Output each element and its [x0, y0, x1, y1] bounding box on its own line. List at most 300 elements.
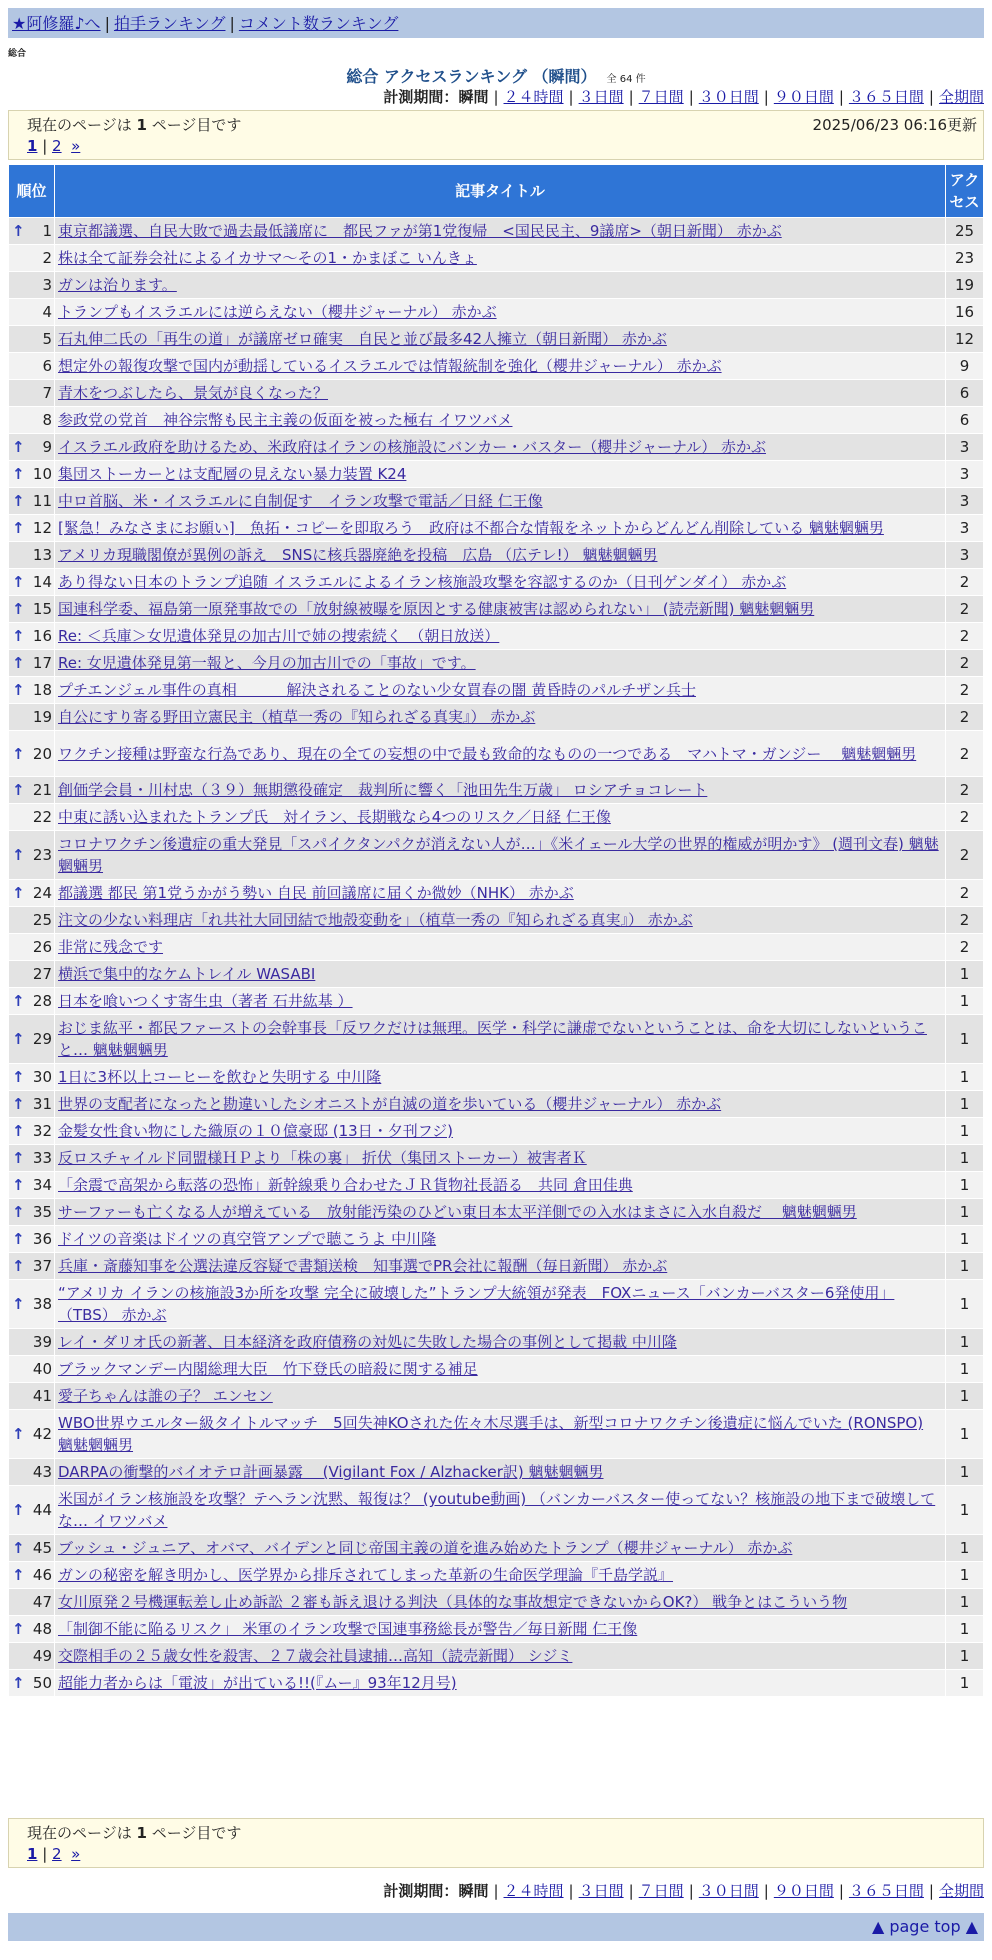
title-cell	[55, 1118, 946, 1145]
title-cell	[55, 245, 946, 272]
arrow-up-icon: ↑	[12, 222, 25, 240]
title-cell	[55, 218, 946, 245]
rank-cell	[9, 1643, 55, 1670]
access-count: 1	[946, 1280, 984, 1329]
rank-number: 33	[32, 1149, 52, 1167]
rank-cell	[9, 1145, 55, 1172]
access-count: 1	[946, 1091, 984, 1118]
arrow-up-icon: ↑	[12, 1095, 25, 1113]
title-cell	[55, 1410, 946, 1459]
rank-number: 8	[42, 411, 52, 429]
article-link[interactable]: ドイツの音楽はドイツの真空管アンプで聴こうよ 中川隆	[58, 1230, 437, 1248]
rank-cell	[9, 1091, 55, 1118]
arrow-up-icon: ↑	[12, 1620, 25, 1638]
title-cell	[55, 326, 946, 353]
table-row	[9, 988, 984, 1015]
article-link[interactable]: ブッシュ・ジュニア、オバマ、バイデンと同じ帝国主義の道を進み始めたトランプ（櫻井ジャーナル） 赤かぶ	[58, 1539, 793, 1557]
article-link[interactable]: あり得ない日本のトランプ追随 イスラエルによるイラン核施設攻撃を容認するのか（日刊ゲンダイ） 赤かぶ	[58, 573, 787, 591]
period-label: 計測期間：	[383, 88, 459, 106]
table-row	[9, 515, 984, 542]
title-cell	[55, 434, 946, 461]
table-row	[9, 488, 984, 515]
arrow-up-icon: ↑	[12, 1230, 25, 1248]
rank-number: 25	[32, 911, 52, 929]
access-count: 1	[946, 988, 984, 1015]
rank-cell	[9, 434, 55, 461]
rank-cell	[9, 988, 55, 1015]
article-link[interactable]: 愛子ちゃんは誰の子？ エンセン	[58, 1387, 273, 1405]
period-selector-bottom: 計測期間：瞬間 | ２４時間 | ３日間 | ７日間 | ３０日間 | ９０日間 | ３６５日間 | 全期間	[383, 1882, 984, 1900]
article-link[interactable]: 参政党の党首 神谷宗幣も民主主義の仮面を被った極右 イワツバメ	[58, 411, 513, 429]
article-link[interactable]: 反ロスチャイルド同盟様ＨＰより「株の裏」 折伏（集団ストーカー）被害者Ｋ	[58, 1149, 587, 1167]
page-title	[0, 64, 992, 87]
access-count: 1	[946, 1459, 984, 1486]
article-link[interactable]: 超能力者からは「電波」が出ている!!(『ムー』93年12月号)	[58, 1674, 457, 1692]
arrow-up-icon: ↑	[12, 1176, 25, 1194]
arrow-up-icon: ↑	[12, 627, 25, 645]
home-link[interactable]: ★阿修羅♪へ	[12, 14, 101, 33]
rank-number: 38	[32, 1295, 52, 1313]
title-cell	[55, 1616, 946, 1643]
title-cell	[55, 934, 946, 961]
table-row	[9, 272, 984, 299]
table-row	[9, 1459, 984, 1486]
table-row	[9, 1118, 984, 1145]
article-link[interactable]: WBO世界ウエルター級タイトルマッチ 5回失神KOされた佐々木尽選手は、新型コロナワクチン後遺症に悩んでいた (RONSPO) 魑魅魍魎男	[58, 1414, 924, 1454]
table-row	[9, 380, 984, 407]
table-row	[9, 542, 984, 569]
title-cell	[55, 353, 946, 380]
table-row	[9, 704, 984, 731]
rank-cell	[9, 1670, 55, 1697]
rank-cell	[9, 1562, 55, 1589]
rank-cell	[9, 1329, 55, 1356]
access-count: 9	[946, 353, 984, 380]
rank-number: 10	[32, 465, 52, 483]
access-count: 1	[946, 1226, 984, 1253]
access-count: 6	[946, 407, 984, 434]
article-link[interactable]: 石丸伸二氏の「再生の道」が議席ゼロ確実 自民と並び最多42人擁立（朝日新聞） 赤かぶ	[58, 330, 667, 348]
access-count: 1	[946, 1535, 984, 1562]
rank-number: 47	[32, 1593, 52, 1611]
title-cell	[55, 777, 946, 804]
article-link[interactable]: ガンは治ります。	[58, 276, 177, 294]
access-count: 1	[946, 1410, 984, 1459]
rank-number: 4	[42, 303, 52, 321]
table-row	[9, 569, 984, 596]
access-count: 6	[946, 380, 984, 407]
rank-number: 26	[32, 938, 52, 956]
table-row	[9, 1253, 984, 1280]
article-link[interactable]: 横浜で集中的なケムトレイル WASABI	[58, 965, 316, 983]
rank-number: 18	[32, 681, 52, 699]
rank-cell	[9, 461, 55, 488]
table-row	[9, 245, 984, 272]
rank-number: 30	[32, 1068, 52, 1086]
article-link[interactable]: おじま紘平・都民ファーストの会幹事長「反ワクだけは無理。医学・科学に謙虚でないということは、命を大切にしないということ… 魑魅魍魎男	[58, 1019, 927, 1059]
arrow-up-icon: ↑	[12, 681, 25, 699]
title-cell	[55, 1172, 946, 1199]
period-option[interactable]: ３６５日間	[848, 1882, 924, 1900]
article-link[interactable]: 想定外の報復攻撃で国内が動揺しているイスラエルでは情報統制を強化（櫻井ジャーナル） 赤かぶ	[58, 357, 722, 375]
title-cell	[55, 488, 946, 515]
rank-number: 24	[32, 884, 52, 902]
rank-number: 6	[42, 357, 52, 375]
page-link-1[interactable]: 1	[27, 1845, 38, 1863]
access-count: 1	[946, 1670, 984, 1697]
title-cell	[55, 1145, 946, 1172]
arrow-up-icon: ↑	[12, 744, 25, 763]
period-option[interactable]: ２４時間	[503, 88, 564, 106]
access-count: 2	[946, 596, 984, 623]
period-option[interactable]: ７日間	[638, 88, 684, 106]
rank-number: 1	[42, 222, 52, 240]
table-row	[9, 961, 984, 988]
period-selector-top: 計測期間：瞬間 | ２４時間 | ３日間 | ７日間 | ３０日間 | ９０日間 | ３６５日間 | 全期間	[383, 88, 984, 106]
arrow-up-icon: ↑	[12, 1295, 25, 1313]
article-link[interactable]: Re: ＜兵庫＞女児遺体発見の加古川で姉の捜索続く （朝日放送）	[58, 627, 500, 645]
rank-cell	[9, 1015, 55, 1064]
table-row	[9, 1091, 984, 1118]
rank-cell	[9, 353, 55, 380]
page-link-2[interactable]: 2	[52, 1845, 62, 1863]
access-count: 2	[946, 804, 984, 831]
rank-number: 20	[32, 744, 52, 763]
table-row	[9, 1535, 984, 1562]
table-row	[9, 1616, 984, 1643]
title-cell	[55, 542, 946, 569]
rank-cell	[9, 542, 55, 569]
rank-number: 34	[32, 1176, 52, 1194]
period-option[interactable]: ３日間	[578, 88, 624, 106]
article-link[interactable]: 世界の支配者になったと勘違いしたシオニストが自滅の道を歩いている（櫻井ジャーナル） 赤かぶ	[58, 1095, 722, 1113]
access-count: 2	[946, 650, 984, 677]
rank-cell	[9, 1535, 55, 1562]
page-link-2[interactable]: 2	[52, 137, 62, 155]
arrow-up-icon: ↑	[12, 992, 25, 1010]
title-cell	[55, 907, 946, 934]
arrow-up-icon: ↑	[12, 1203, 25, 1221]
arrow-up-icon: ↑	[12, 1501, 25, 1519]
table-row	[9, 650, 984, 677]
title-cell	[55, 1643, 946, 1670]
access-count: 1	[946, 1199, 984, 1226]
page-links: 1 | 2 »	[27, 137, 81, 155]
article-link[interactable]: [緊急！みなさまにお願い] 魚拓・コピーを即取ろう 政府は不都合な情報をネットからどんどん削除している 魑魅魍魎男	[58, 519, 884, 537]
period-option[interactable]: ７日間	[638, 1882, 684, 1900]
article-link[interactable]: 創価学会員・川村忠（３９）無期懲役確定 裁判所に響く「池田先生万歳」 ロシアチョコレート	[58, 781, 708, 799]
arrow-up-icon: ↑	[12, 884, 25, 902]
article-link[interactable]: 青木をつぶしたら、景気が良くなった？	[58, 384, 329, 402]
rank-cell	[9, 1118, 55, 1145]
article-link[interactable]: プチエンジェル事件の真相 解決されることのない少女買春の闇 黄昏時のパルチザン兵士	[58, 681, 696, 699]
access-count: 16	[946, 299, 984, 326]
access-count: 1	[946, 1616, 984, 1643]
article-link[interactable]: トランプもイスラエルには逆らえない（櫻井ジャーナル） 赤かぶ	[58, 303, 497, 321]
title-cell	[55, 380, 946, 407]
table-row	[9, 804, 984, 831]
article-link[interactable]: アメリカ現職閣僚が異例の訴え SNSに核兵器廃絶を投稿 広島 （広テレ!） 魑魅魍魎男	[58, 546, 658, 564]
table-row	[9, 1643, 984, 1670]
page-top-link[interactable]: ▲ page top ▲	[871, 1917, 978, 1936]
article-link[interactable]: ガンの秘密を解き明かし、医学界から排斥されてしまった革新の生命医学理論『千島学説』	[58, 1566, 674, 1584]
article-link[interactable]: ワクチン接種は野蛮な行為であり、現在の全ての妄想の中で最も致命的なものの一つである マハトマ・ガンジー 魑魅魍魎男	[58, 744, 917, 763]
rank-cell	[9, 804, 55, 831]
article-link[interactable]: Re: 女児遺体発見第一報と、今月の加古川での「事故」です。	[58, 654, 476, 672]
arrow-up-icon: ↑	[12, 1566, 25, 1584]
title-header: 記事タイトル	[55, 165, 946, 218]
article-link[interactable]: 日本を喰いつくす寄生虫（著者 石井紘基 ）	[58, 992, 353, 1010]
table-row	[9, 880, 984, 907]
rank-cell	[9, 961, 55, 988]
rank-cell	[9, 596, 55, 623]
rank-number: 43	[32, 1463, 52, 1481]
rank-number: 42	[32, 1425, 52, 1443]
rank-cell	[9, 831, 55, 880]
section-label: 総合	[8, 49, 27, 59]
title-cell	[55, 704, 946, 731]
access-count: 3	[946, 515, 984, 542]
access-count: 3	[946, 542, 984, 569]
period-option[interactable]: ９０日間	[773, 88, 834, 106]
updated-time: 2025/06/23 06:16更新	[812, 116, 977, 134]
rank-number: 28	[32, 992, 52, 1010]
page-link-1[interactable]: 1	[27, 137, 38, 155]
table-row	[9, 1670, 984, 1697]
title-cell	[55, 1091, 946, 1118]
table-row	[9, 1145, 984, 1172]
clap-ranking-link[interactable]: 拍手ランキング	[113, 14, 226, 33]
access-count: 23	[946, 245, 984, 272]
table-row	[9, 907, 984, 934]
access-count: 3	[946, 488, 984, 515]
title-cell	[55, 1535, 946, 1562]
article-link[interactable]: イスラエル政府を助けるため、米政府はイランの核施設にバンカー・バスター（櫻井ジャーナル） 赤かぶ	[58, 438, 766, 456]
rank-header: 順位	[9, 165, 55, 218]
article-link[interactable]: 注文の少ない料理店「れ共社大同団結で地殻変動を」（植草一秀の『知られざる真実』） 赤かぶ	[58, 911, 693, 929]
rank-cell	[9, 1064, 55, 1091]
rank-number: 19	[32, 708, 52, 726]
article-link[interactable]: ブラックマンデー内閣総理大臣 竹下登氏の暗殺に関する補足	[58, 1360, 478, 1378]
rank-number: 9	[42, 438, 52, 456]
rank-number: 16	[32, 627, 52, 645]
rank-number: 21	[32, 781, 52, 799]
period-option[interactable]: 全期間	[938, 1882, 984, 1900]
title-cell	[55, 1589, 946, 1616]
period-option[interactable]: ９０日間	[773, 1882, 834, 1900]
title-cell	[55, 1329, 946, 1356]
arrow-up-icon: ↑	[12, 1149, 25, 1167]
rank-number: 49	[32, 1647, 52, 1665]
rank-cell	[9, 623, 55, 650]
access-count: 2	[946, 704, 984, 731]
rank-number: 37	[32, 1257, 52, 1275]
access-count: 2	[946, 731, 984, 777]
page-info-bottom: 現在のページは 1 ページ目です	[27, 1824, 242, 1842]
rank-number: 50	[32, 1674, 52, 1692]
title-cell	[55, 1199, 946, 1226]
article-link[interactable]: “アメリカ イランの核施設3か所を攻撃 完全に破壊した”トランプ大統領が発表 FOXニュース「バンカーバスター6発使用」（TBS） 赤かぶ	[58, 1284, 895, 1324]
title-cell	[55, 1383, 946, 1410]
arrow-up-icon: ↑	[12, 846, 25, 864]
article-link[interactable]: 自公にすり寄る野田立憲民主（植草一秀の『知られざる真実』） 赤かぶ	[58, 708, 536, 726]
footer-bar	[8, 1913, 984, 1941]
article-link[interactable]: 女川原発２号機運転差し止め訴訟 ２審も訴え退ける判決（具体的な事故想定できないからOK?） 戦争とはこういう物	[58, 1593, 848, 1611]
rank-number: 2	[42, 249, 52, 267]
rank-cell	[9, 488, 55, 515]
article-link[interactable]: 国連科学委、福島第一原発事故での「放射線被曝を原因とする健康被害は認められない」 (読売新聞) 魑魅魍魎男	[58, 600, 815, 618]
rank-cell	[9, 704, 55, 731]
access-count: 1	[946, 1589, 984, 1616]
arrow-up-icon: ↑	[12, 1030, 25, 1048]
rank-cell	[9, 326, 55, 353]
table-row	[9, 1280, 984, 1329]
table-row	[9, 1199, 984, 1226]
comment-ranking-link[interactable]: コメント数ランキング	[238, 14, 399, 33]
table-row	[9, 934, 984, 961]
arrow-up-icon: ↑	[12, 781, 25, 799]
article-link[interactable]: 「余震で高架から転落の恐怖」新幹線乗り合わせたＪＲ貨物社長語る 共同 倉田佳典	[58, 1176, 633, 1194]
access-count: 12	[946, 326, 984, 353]
article-link[interactable]: DARPAの衝撃的バイオテロ計画暴露 (Vigilant Fox / Alzhacker訳) 魑魅魍魎男	[58, 1463, 604, 1481]
rank-number: 15	[32, 600, 52, 618]
period-option[interactable]: ２４時間	[503, 1882, 564, 1900]
pager-bottom	[8, 1818, 984, 1868]
arrow-up-icon: ↑	[12, 654, 25, 672]
period-option[interactable]: ３６５日間	[848, 88, 924, 106]
pager-top	[8, 110, 984, 160]
next-page-link[interactable]: »	[71, 137, 81, 155]
table-row	[9, 1562, 984, 1589]
title-cell	[55, 731, 946, 777]
title-cell	[55, 1253, 946, 1280]
access-count: 1	[946, 1643, 984, 1670]
rank-number: 29	[32, 1030, 52, 1048]
page-links-bottom: 1 | 2 »	[27, 1845, 81, 1863]
rank-number: 7	[42, 384, 52, 402]
period-option[interactable]: ３０日間	[698, 88, 759, 106]
article-link[interactable]: 「制御不能に陥るリスク」 米軍のイラン攻撃で国連事務総長が警告／毎日新聞 仁王像	[58, 1620, 638, 1638]
rank-number: 46	[32, 1566, 52, 1584]
rank-cell	[9, 380, 55, 407]
top-nav: ★阿修羅♪へ | 拍手ランキング | コメント数ランキング	[8, 8, 984, 38]
rank-number: 31	[32, 1095, 52, 1113]
article-link[interactable]: サーファーも亡くなる人が増えている 放射能汚染のひどい東日本太平洋側での入水はまさに入水自殺だ 魑魅魍魎男	[58, 1203, 857, 1221]
rank-cell	[9, 1199, 55, 1226]
title-cell	[55, 804, 946, 831]
arrow-up-icon: ↑	[12, 573, 25, 591]
table-row	[9, 461, 984, 488]
title-cell	[55, 961, 946, 988]
article-link[interactable]: 東京都議選、自民大敗で過去最低議席に 都民ファが第1党復帰 <国民民主、9議席>（朝日新聞） 赤かぶ	[58, 222, 782, 240]
rank-number: 41	[32, 1387, 52, 1405]
article-link[interactable]: 交際相手の２５歳女性を殺害、２７歳会社員逮捕…高知（読売新聞） シジミ	[58, 1647, 573, 1665]
period-option[interactable]: ３日間	[578, 1882, 624, 1900]
rank-cell	[9, 650, 55, 677]
rank-number: 14	[32, 573, 52, 591]
title-cell	[55, 650, 946, 677]
access-count: 1	[946, 961, 984, 988]
article-link[interactable]: コロナワクチン後遺症の重大発見「スパイクタンパクが消えない人が…」《米イェール大学の世界的権威が明かす》 (週刊文春) 魑魅魍魎男	[58, 835, 939, 875]
table-row	[9, 831, 984, 880]
rank-cell	[9, 1589, 55, 1616]
title-cell	[55, 831, 946, 880]
table-row	[9, 218, 984, 245]
title-cell	[55, 515, 946, 542]
table-row	[9, 299, 984, 326]
article-link[interactable]: 株は全て証券会社によるイカサマ～その1・かまぼこ いんきょ	[58, 249, 477, 267]
ranking-table	[8, 164, 984, 1697]
access-count: 1	[946, 1329, 984, 1356]
title-cell	[55, 880, 946, 907]
arrow-up-icon: ↑	[12, 465, 25, 483]
article-link[interactable]: 集団ストーカーとは支配層の見えない暴力装置 K24	[58, 465, 407, 483]
table-row	[9, 1410, 984, 1459]
article-link[interactable]: 米国がイラン核施設を攻撃？テヘラン沈黙、報復は？ (youtube動画) （バンカーバスター使ってない？核施設の地下まで破壊してな… イワツバメ	[58, 1490, 936, 1530]
ranking-title: 総合 アクセスランキング （瞬間）	[346, 67, 597, 86]
access-count: 1	[946, 1172, 984, 1199]
access-count: 1	[946, 1562, 984, 1589]
table-row	[9, 1226, 984, 1253]
article-link[interactable]: 中ロ首脳、米・イスラエルに自制促す イラン攻撃で電話／日経 仁王像	[58, 492, 543, 510]
article-link[interactable]: 兵庫・斎藤知事を公選法違反容疑で書類送検 知事選でPR会社に報酬（毎日新聞） 赤かぶ	[58, 1257, 668, 1275]
period-option[interactable]: 全期間	[938, 88, 984, 106]
access-count: 2	[946, 907, 984, 934]
article-link[interactable]: 1日に3杯以上コーヒーを飲むと失明する 中川隆	[58, 1068, 382, 1086]
title-cell	[55, 1459, 946, 1486]
table-row	[9, 623, 984, 650]
rank-cell	[9, 677, 55, 704]
arrow-up-icon: ↑	[12, 1257, 25, 1275]
period-option: 瞬間	[458, 1882, 489, 1900]
arrow-up-icon: ↑	[12, 519, 25, 537]
rank-cell	[9, 407, 55, 434]
access-count: 2	[946, 777, 984, 804]
access-count: 2	[946, 831, 984, 880]
period-option[interactable]: ３０日間	[698, 1882, 759, 1900]
rank-cell	[9, 1226, 55, 1253]
title-cell	[55, 1356, 946, 1383]
article-link[interactable]: レイ・ダリオ氏の新著、日本経済を政府債務の対処に失敗した場合の事例として掲載 中川隆	[58, 1333, 677, 1351]
title-cell	[55, 407, 946, 434]
next-page-link[interactable]: »	[71, 1845, 81, 1863]
article-link[interactable]: 中東に誘い込まれたトランプ氏 対イラン、長期戦なら4つのリスク／日経 仁王像	[58, 808, 611, 826]
table-row	[9, 1015, 984, 1064]
rank-cell	[9, 1410, 55, 1459]
period-option: 瞬間	[458, 88, 489, 106]
article-link[interactable]: 都議選 都民 第1党うかがう勢い 自民 前回議席に届くか微妙（NHK） 赤かぶ	[58, 884, 574, 902]
arrow-up-icon: ↑	[12, 438, 25, 456]
rank-cell	[9, 934, 55, 961]
table-row	[9, 1329, 984, 1356]
table-row	[9, 731, 984, 777]
article-link[interactable]: 金髪女性食い物にした織原の１０億豪邸 (13日・夕刊フジ)	[58, 1122, 453, 1140]
title-cell	[55, 1562, 946, 1589]
rank-cell	[9, 907, 55, 934]
period-label: 計測期間：	[383, 1882, 459, 1900]
access-count: 1	[946, 1356, 984, 1383]
article-link[interactable]: 非常に残念です	[58, 938, 164, 956]
rank-number: 11	[32, 492, 52, 510]
access-count: 1	[946, 1015, 984, 1064]
rank-cell	[9, 569, 55, 596]
title-cell	[55, 1226, 946, 1253]
access-count: 3	[946, 461, 984, 488]
title-cell	[55, 1015, 946, 1064]
rank-cell	[9, 218, 55, 245]
table-row	[9, 1172, 984, 1199]
rank-cell	[9, 245, 55, 272]
